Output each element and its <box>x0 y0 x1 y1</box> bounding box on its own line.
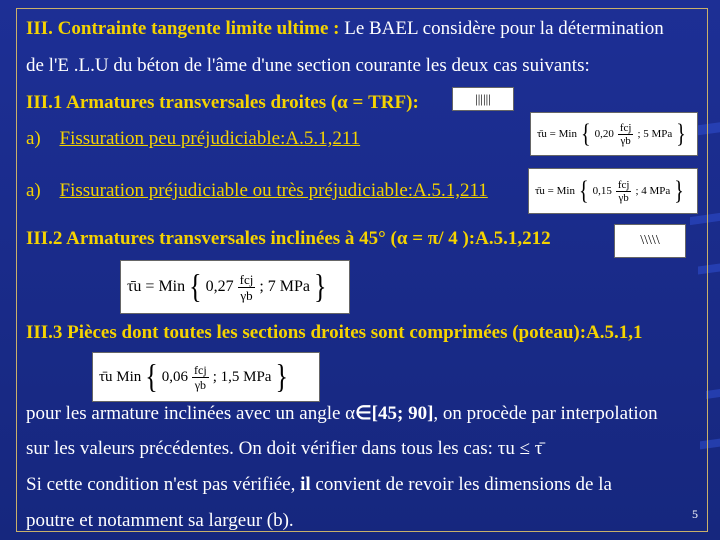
formula-lhs: τ̄u = Min <box>127 278 186 295</box>
page-number: 5 <box>692 507 698 521</box>
interval: ∈[45; 90] <box>355 403 434 424</box>
case-label: a) <box>26 180 41 201</box>
case-label: a) <box>26 128 41 149</box>
brace-open: { <box>580 119 591 149</box>
intro-line-2: de l'E .L.U du béton de l'âme d'une section courante les deux cas suivants: <box>26 55 590 76</box>
fraction <box>616 179 632 204</box>
formula-4 <box>92 352 320 402</box>
fraction <box>238 272 256 303</box>
formula-coef: 0,15 <box>592 185 612 197</box>
formula-3 <box>120 260 350 314</box>
brace-close: } <box>676 119 686 149</box>
formula-rhs: ; 1,5 MPa <box>212 368 272 385</box>
formula-rhs: ; 4 MPa <box>635 185 671 197</box>
text: convient de revoir les dimensions de la <box>310 474 612 495</box>
case-a2 <box>26 180 488 202</box>
formula-rhs: ; 7 MPa <box>259 278 310 295</box>
brace-close: } <box>314 267 327 306</box>
intro-text: Le BAEL considère pour la détermination <box>339 18 664 39</box>
inclined-stirrups-icon: \\\\\ <box>614 224 686 258</box>
text-bold: il <box>300 474 311 495</box>
numerator: fcj <box>194 362 207 377</box>
numerator: fcj <box>617 178 630 191</box>
brace-open: { <box>145 357 158 396</box>
heading-3-2: III.2 Armatures transversales inclinées à 45° (α = π/ 4 ):A.5.1,212 <box>26 228 551 249</box>
paragraph-line-4: poutre et notamment sa largeur (b). <box>26 510 294 531</box>
brace-open: { <box>189 267 202 306</box>
denominator: γb <box>194 377 207 392</box>
formula-lhs: τ̄u = Min <box>535 185 575 197</box>
section-title-3: III. Contrainte tangente limite ultime : <box>26 18 340 39</box>
denominator: γb <box>620 134 631 147</box>
formula-lhs: τ̄u Min <box>99 368 142 385</box>
text: pour les armature inclinées avec un angle α <box>26 403 356 424</box>
paragraph-line-1 <box>26 402 658 425</box>
brace-open: { <box>578 176 589 206</box>
denominator: γb <box>240 287 253 303</box>
fraction <box>618 122 634 147</box>
intro-line-1 <box>26 18 664 40</box>
brace-close: } <box>674 176 684 206</box>
formula-2 <box>528 168 698 214</box>
denominator: γb <box>618 191 629 204</box>
text: , on procède par interpolation <box>433 403 658 424</box>
heading-3-3: III.3 Pièces dont toutes les sections droites sont comprimées (poteau):A.5.1,1 <box>26 322 643 343</box>
formula-coef: 0,27 <box>205 278 234 295</box>
fraction <box>192 363 209 392</box>
numerator: fcj <box>239 271 254 287</box>
formula-rhs: ; 5 MPa <box>637 128 673 140</box>
case-text: Fissuration peu préjudiciable:A.5.1,211 <box>59 128 361 149</box>
text: Si cette condition n'est pas vérifiée, <box>26 474 301 495</box>
case-a1 <box>26 128 360 150</box>
formula-coef: 0,06 <box>161 368 189 385</box>
brace-close: } <box>275 357 288 396</box>
numerator: fcj <box>619 121 632 134</box>
paragraph-line-3 <box>26 474 612 496</box>
heading-3-1: III.1 Armatures transversales droites (α = TRF): <box>26 92 419 113</box>
paragraph-line-2: sur les valeurs précédentes. On doit vérifier dans tous les cas: τu ≤ τ̄ <box>26 438 543 459</box>
formula-1 <box>530 112 698 156</box>
decor-stripe <box>706 389 720 399</box>
formula-coef: 0,20 <box>594 128 614 140</box>
vertical-stirrups-icon: |||||| <box>452 87 514 111</box>
case-text: Fissuration préjudiciable ou très préjudiciable:A.5.1,211 <box>59 180 488 201</box>
formula-lhs: τ̄u = Min <box>537 128 577 140</box>
